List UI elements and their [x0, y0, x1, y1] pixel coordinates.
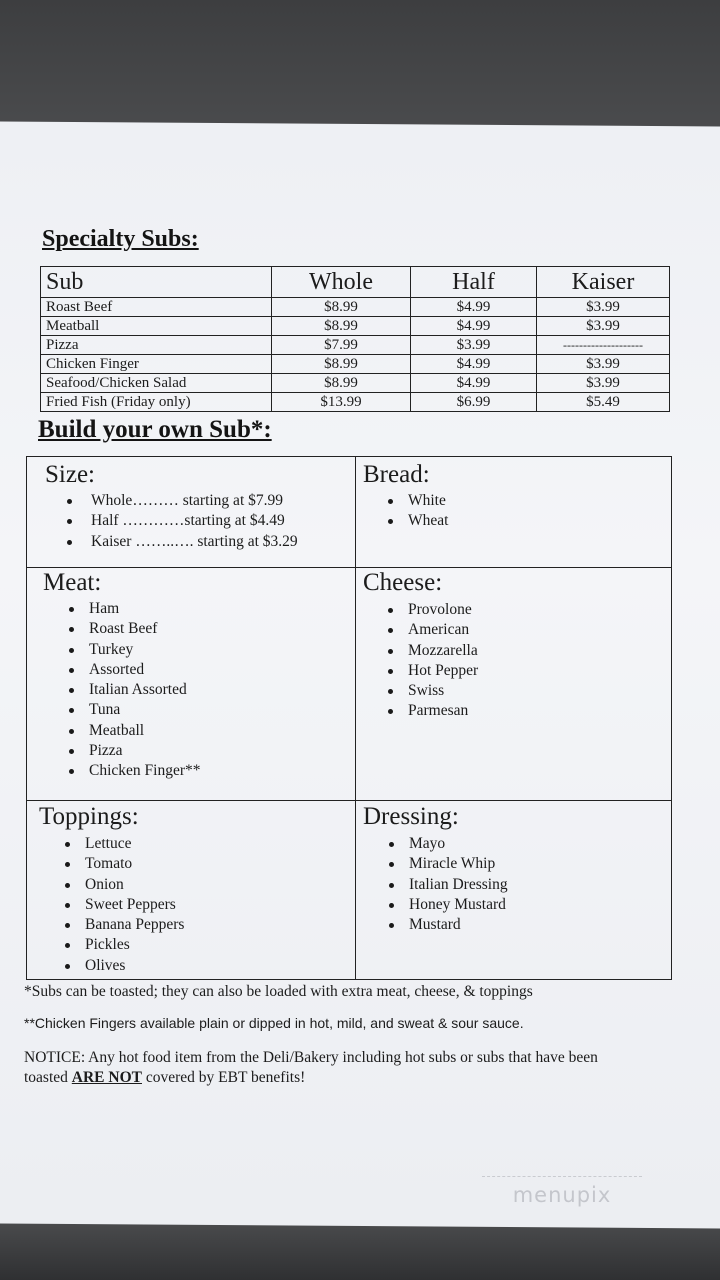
chicken-finger-note: **Chicken Fingers available plain or dipped in hot, mild, and sweat & sour sauce.: [24, 1015, 524, 1031]
sub-name: Seafood/Chicken Salad: [41, 374, 272, 393]
cheese-list: [384, 600, 478, 722]
sub-name: Roast Beef: [41, 298, 272, 317]
kaiser-price: $3.99: [537, 355, 670, 374]
table-row: [41, 336, 670, 355]
whole-price: $8.99: [272, 374, 411, 393]
list-item: Meatball: [65, 721, 201, 741]
kaiser-price: $5.49: [537, 393, 670, 412]
list-item: Tomato: [61, 854, 184, 874]
specialty-subs-table: [40, 266, 670, 412]
list-item: Wheat: [384, 511, 448, 531]
notice-text: toasted: [24, 1069, 68, 1086]
bread-list: [384, 491, 448, 532]
meat-heading: Meat:: [43, 569, 102, 596]
background-bottom: [0, 1222, 720, 1280]
header-whole: Whole: [272, 267, 411, 298]
table-row: [41, 317, 670, 336]
kaiser-price: --------------------: [537, 336, 670, 355]
notice-text: covered by EBT benefits!: [145, 1069, 306, 1086]
build-your-own-grid: [26, 456, 672, 980]
notice-emphasis: ARE NOT: [71, 1069, 142, 1086]
list-item: American: [384, 620, 478, 640]
dressing-list: [385, 834, 508, 935]
half-price: $4.99: [411, 298, 537, 317]
list-item: Parmesan: [384, 701, 478, 721]
table-row: [41, 393, 670, 412]
cheese-heading: Cheese:: [363, 569, 443, 596]
size-heading: Size:: [45, 461, 95, 488]
list-item: Banana Peppers: [61, 915, 184, 935]
half-price: $4.99: [411, 355, 537, 374]
list-item: Pizza: [65, 741, 201, 761]
list-item: Lettuce: [61, 834, 184, 854]
sub-name: Pizza: [41, 336, 272, 355]
ebt-notice-line2: [24, 1069, 305, 1087]
toasted-note: *Subs can be toasted; they can also be loaded with extra meat, cheese, & toppings: [24, 983, 533, 1000]
list-item: Ham: [65, 599, 201, 619]
half-price: $4.99: [411, 374, 537, 393]
bread-heading: Bread:: [363, 461, 430, 488]
list-item: Whole……… starting at $7.99: [57, 491, 298, 511]
table-row: [41, 355, 670, 374]
kaiser-price: $3.99: [537, 374, 670, 393]
list-item: Mozzarella: [384, 641, 478, 661]
half-price: $6.99: [411, 393, 537, 412]
whole-price: $8.99: [272, 317, 411, 336]
menupix-watermark: menupix: [482, 1176, 642, 1210]
toppings-list: [61, 834, 184, 976]
specialty-subs-title: Specialty Subs:: [42, 226, 199, 252]
list-item: White: [384, 491, 448, 511]
list-item: Mustard: [385, 915, 508, 935]
kaiser-price: $3.99: [537, 298, 670, 317]
list-item: Pickles: [61, 935, 184, 955]
list-item: Half …………starting at $4.49: [57, 511, 298, 531]
list-item: Turkey: [65, 640, 201, 660]
list-item: Provolone: [384, 600, 478, 620]
table-row: [41, 374, 670, 393]
sub-name: Chicken Finger: [41, 355, 272, 374]
list-item: Onion: [61, 875, 184, 895]
header-half: Half: [411, 267, 537, 298]
list-item: Kaiser ……..…. starting at $3.29: [57, 532, 298, 552]
grid-divider: [27, 800, 671, 801]
meat-list: [65, 599, 201, 782]
sub-name: Fried Fish (Friday only): [41, 393, 272, 412]
toppings-heading: Toppings:: [39, 803, 139, 830]
list-item: Miracle Whip: [385, 854, 508, 874]
list-item: Tuna: [65, 700, 201, 720]
list-item: Chicken Finger**: [65, 761, 201, 781]
whole-price: $8.99: [272, 355, 411, 374]
sub-name: Meatball: [41, 317, 272, 336]
table-header-row: [41, 267, 670, 298]
list-item: Sweet Peppers: [61, 895, 184, 915]
build-your-own-title: Build your own Sub*:: [38, 416, 272, 443]
list-item: Mayo: [385, 834, 508, 854]
grid-divider: [355, 457, 356, 979]
list-item: Olives: [61, 956, 184, 976]
list-item: Italian Assorted: [65, 680, 201, 700]
size-list: [57, 491, 298, 552]
dressing-heading: Dressing:: [363, 803, 459, 830]
background-top: [0, 0, 720, 128]
list-item: Swiss: [384, 681, 478, 701]
whole-price: $8.99: [272, 298, 411, 317]
kaiser-price: $3.99: [537, 317, 670, 336]
ebt-notice-line1: NOTICE: Any hot food item from the Deli/Bakery including hot subs or subs that have been: [24, 1049, 598, 1066]
half-price: $4.99: [411, 317, 537, 336]
list-item: Roast Beef: [65, 619, 201, 639]
half-price: $3.99: [411, 336, 537, 355]
grid-divider: [27, 567, 671, 568]
list-item: Hot Pepper: [384, 661, 478, 681]
list-item: Honey Mustard: [385, 895, 508, 915]
whole-price: $7.99: [272, 336, 411, 355]
table-row: [41, 298, 670, 317]
header-sub: Sub: [41, 267, 272, 298]
header-kaiser: Kaiser: [537, 267, 670, 298]
list-item: Italian Dressing: [385, 875, 508, 895]
whole-price: $13.99: [272, 393, 411, 412]
list-item: Assorted: [65, 660, 201, 680]
